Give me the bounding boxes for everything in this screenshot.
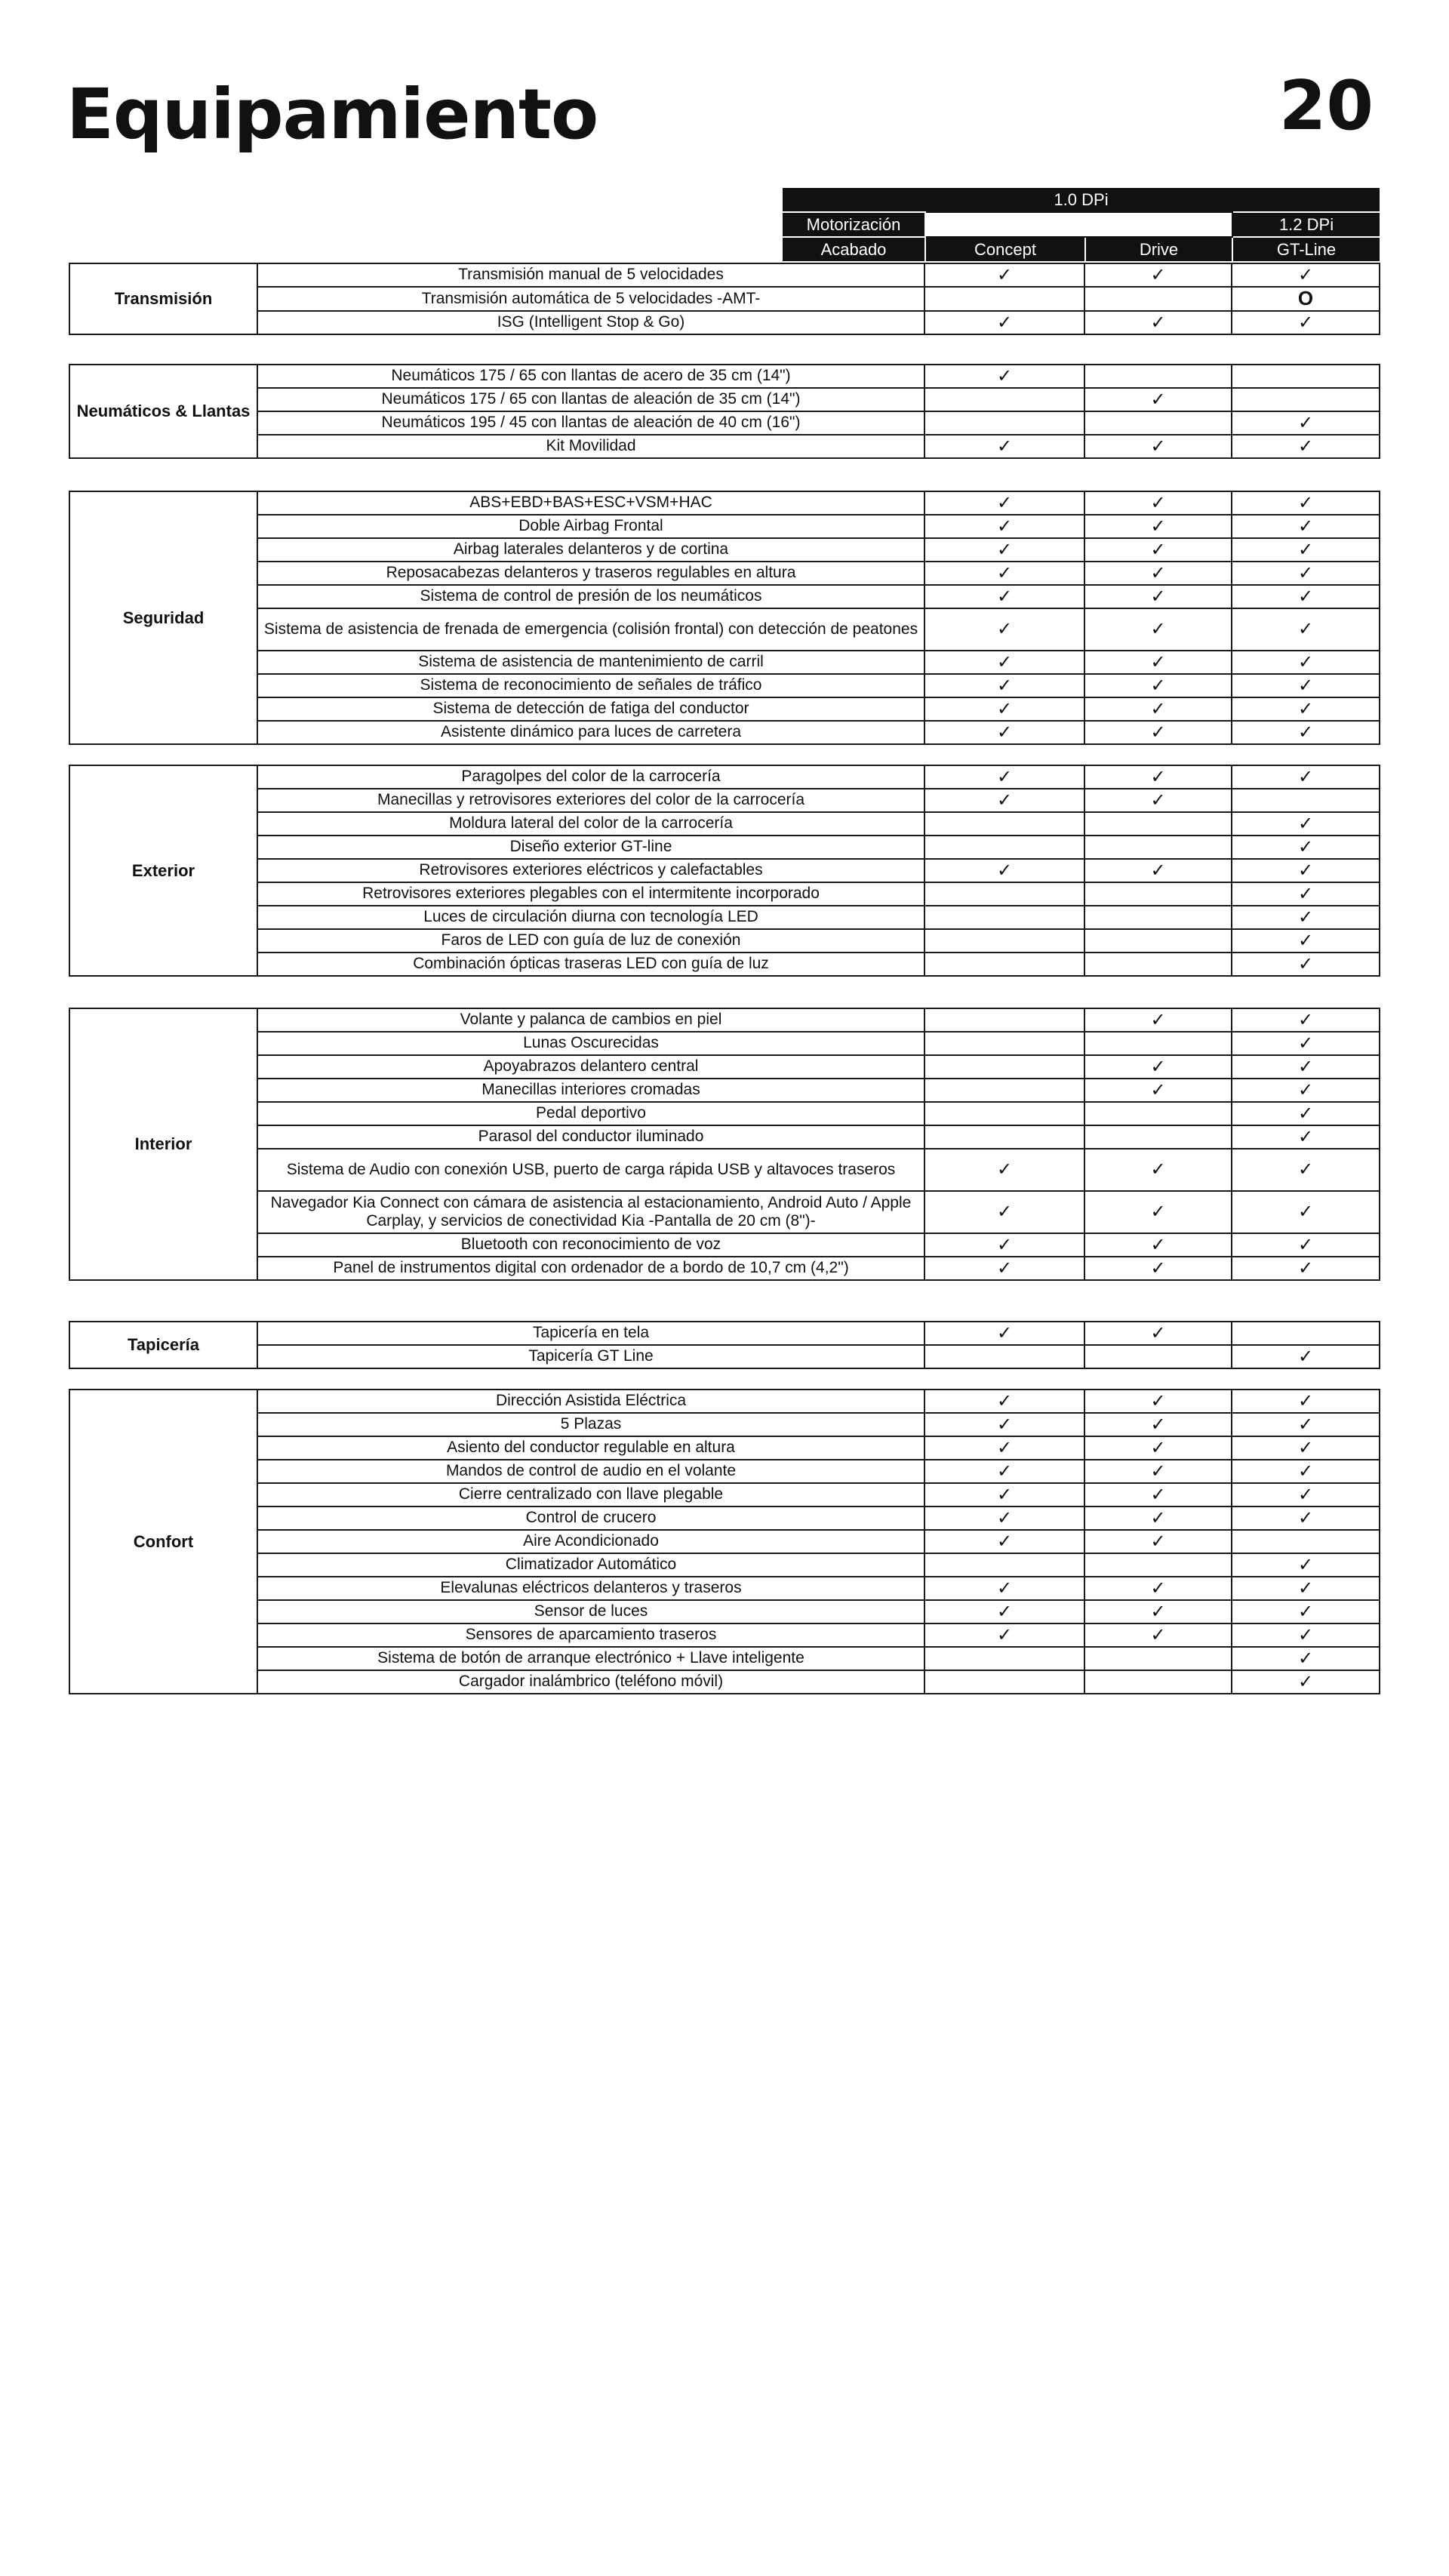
check-mark: ✓ xyxy=(924,491,1084,515)
check-mark: ✓ xyxy=(1084,789,1232,812)
check-mark: ✓ xyxy=(1232,651,1380,674)
check-mark: ✓ xyxy=(1232,411,1380,435)
table-row xyxy=(69,906,1380,929)
check-mark: ✓ xyxy=(1084,538,1232,562)
empty-cell xyxy=(1232,365,1380,388)
check-mark: ✓ xyxy=(924,1191,1084,1233)
table-row xyxy=(69,812,1380,836)
empty-cell xyxy=(1084,882,1232,906)
check-mark: ✓ xyxy=(1232,515,1380,538)
check-mark: ✓ xyxy=(924,562,1084,585)
feature-name: Sistema de control de presión de los neumáticos xyxy=(257,585,924,608)
check-mark: ✓ xyxy=(924,435,1084,458)
check-mark: ✓ xyxy=(924,1436,1084,1460)
section-category: Confort xyxy=(69,1390,257,1694)
optional-mark: O xyxy=(1232,287,1380,311)
table-row xyxy=(69,882,1380,906)
table-row xyxy=(69,1102,1380,1125)
check-mark: ✓ xyxy=(1232,1670,1380,1694)
table-row xyxy=(69,1191,1380,1233)
check-mark: ✓ xyxy=(1084,1623,1232,1647)
section-category: Tapicería xyxy=(69,1322,257,1368)
feature-name: Navegador Kia Connect con cámara de asistencia al estacionamiento, Android Auto / Apple Carplay, y servicios de conectividad Kia -Pantalla de 20 cm (8")- xyxy=(257,1191,924,1233)
empty-cell xyxy=(1232,789,1380,812)
feature-name: Pedal deportivo xyxy=(257,1102,924,1125)
empty-cell xyxy=(1084,1032,1232,1055)
check-mark: ✓ xyxy=(1232,882,1380,906)
trim-header-concept: Concept xyxy=(925,237,1085,262)
section-category: Interior xyxy=(69,1008,257,1280)
check-mark: ✓ xyxy=(1232,1577,1380,1600)
check-mark: ✓ xyxy=(924,585,1084,608)
table-row xyxy=(69,1530,1380,1553)
check-mark: ✓ xyxy=(1084,388,1232,411)
table-row xyxy=(69,1055,1380,1079)
feature-name: Sistema de asistencia de mantenimiento de carril xyxy=(257,651,924,674)
empty-cell xyxy=(1084,411,1232,435)
check-mark: ✓ xyxy=(924,608,1084,651)
check-mark: ✓ xyxy=(1084,1008,1232,1032)
empty-cell xyxy=(1084,1125,1232,1149)
table-row xyxy=(69,1322,1380,1345)
table-row xyxy=(69,1600,1380,1623)
check-mark: ✓ xyxy=(1232,953,1380,976)
check-mark: ✓ xyxy=(1232,1600,1380,1623)
empty-cell xyxy=(924,1553,1084,1577)
table-row xyxy=(69,435,1380,458)
check-mark: ✓ xyxy=(1084,1436,1232,1460)
check-mark: ✓ xyxy=(1232,1647,1380,1670)
check-mark: ✓ xyxy=(924,1413,1084,1436)
check-mark: ✓ xyxy=(1232,1055,1380,1079)
empty-cell xyxy=(924,1079,1084,1102)
empty-cell xyxy=(924,1102,1084,1125)
feature-name: Doble Airbag Frontal xyxy=(257,515,924,538)
check-mark: ✓ xyxy=(1084,1413,1232,1436)
feature-name: Tapicería en tela xyxy=(257,1322,924,1345)
empty-cell xyxy=(924,1670,1084,1694)
table-row xyxy=(69,1149,1380,1191)
feature-name: Moldura lateral del color de la carrocería xyxy=(257,812,924,836)
check-mark: ✓ xyxy=(1232,1008,1380,1032)
feature-name: Bluetooth con reconocimiento de voz xyxy=(257,1233,924,1257)
column-header xyxy=(781,186,1381,263)
feature-name: Sistema de reconocimiento de señales de tráfico xyxy=(257,674,924,697)
check-mark: ✓ xyxy=(924,1623,1084,1647)
feature-name: Neumáticos 175 / 65 con llantas de acero de 35 cm (14") xyxy=(257,365,924,388)
feature-name: Elevalunas eléctricos delanteros y traseros xyxy=(257,1577,924,1600)
check-mark: ✓ xyxy=(1084,1079,1232,1102)
empty-cell xyxy=(924,1055,1084,1079)
check-mark: ✓ xyxy=(924,1483,1084,1507)
check-mark: ✓ xyxy=(1232,765,1380,789)
feature-name: Lunas Oscurecidas xyxy=(257,1032,924,1055)
feature-name: Retrovisores exteriores plegables con el intermitente incorporado xyxy=(257,882,924,906)
table-row xyxy=(69,1413,1380,1436)
feature-name: Airbag laterales delanteros y de cortina xyxy=(257,538,924,562)
table-row xyxy=(69,1233,1380,1257)
check-mark: ✓ xyxy=(924,721,1084,744)
check-mark: ✓ xyxy=(1084,721,1232,744)
check-mark: ✓ xyxy=(1084,765,1232,789)
empty-cell xyxy=(924,1345,1084,1368)
feature-name: Sistema de detección de fatiga del conductor xyxy=(257,697,924,721)
check-mark: ✓ xyxy=(1232,585,1380,608)
table-row xyxy=(69,562,1380,585)
check-mark: ✓ xyxy=(1232,812,1380,836)
check-mark: ✓ xyxy=(1084,697,1232,721)
feature-name: Dirección Asistida Eléctrica xyxy=(257,1390,924,1413)
table-row xyxy=(69,1483,1380,1507)
check-mark: ✓ xyxy=(924,697,1084,721)
feature-name: Faros de LED con guía de luz de conexión xyxy=(257,929,924,953)
table-row xyxy=(69,1032,1380,1055)
check-mark: ✓ xyxy=(1232,1553,1380,1577)
empty-cell xyxy=(924,1125,1084,1149)
feature-name: Panel de instrumentos digital con ordenador de a bordo de 10,7 cm (4,2") xyxy=(257,1257,924,1280)
check-mark: ✓ xyxy=(1232,906,1380,929)
check-mark: ✓ xyxy=(1084,1191,1232,1233)
check-mark: ✓ xyxy=(1232,1460,1380,1483)
check-mark: ✓ xyxy=(1084,311,1232,334)
check-mark: ✓ xyxy=(1084,1507,1232,1530)
feature-name: Retrovisores exteriores eléctricos y calefactables xyxy=(257,859,924,882)
engine-gtline-header: 1.2 DPi xyxy=(1232,212,1380,237)
empty-cell xyxy=(1084,1102,1232,1125)
check-mark: ✓ xyxy=(924,1460,1084,1483)
feature-name: Sistema de asistencia de frenada de emergencia (colisión frontal) con detección de peatones xyxy=(257,608,924,651)
check-mark: ✓ xyxy=(1232,674,1380,697)
feature-name: Sistema de Audio con conexión USB, puerto de carga rápida USB y altavoces traseros xyxy=(257,1149,924,1191)
check-mark: ✓ xyxy=(924,1507,1084,1530)
check-mark: ✓ xyxy=(1232,1257,1380,1280)
table-row xyxy=(69,929,1380,953)
feature-name: Cierre centralizado con llave plegable xyxy=(257,1483,924,1507)
empty-cell xyxy=(1084,1553,1232,1577)
empty-cell xyxy=(1084,287,1232,311)
trim-header-drive: Drive xyxy=(1085,237,1232,262)
trim-header-gtline: GT-Line xyxy=(1232,237,1380,262)
check-mark: ✓ xyxy=(1084,1149,1232,1191)
check-mark: ✓ xyxy=(924,789,1084,812)
table-row xyxy=(69,515,1380,538)
empty-cell xyxy=(1084,1345,1232,1368)
check-mark: ✓ xyxy=(1232,311,1380,334)
check-mark: ✓ xyxy=(1232,929,1380,953)
check-mark: ✓ xyxy=(1084,515,1232,538)
check-mark: ✓ xyxy=(1232,1125,1380,1149)
empty-cell xyxy=(1084,953,1232,976)
empty-cell xyxy=(924,812,1084,836)
table-row xyxy=(69,263,1380,287)
check-mark: ✓ xyxy=(924,515,1084,538)
table-row xyxy=(69,388,1380,411)
table-row xyxy=(69,789,1380,812)
table-row xyxy=(69,1577,1380,1600)
table-row xyxy=(69,674,1380,697)
check-mark: ✓ xyxy=(1232,721,1380,744)
check-mark: ✓ xyxy=(1084,1460,1232,1483)
feature-name: Neumáticos 195 / 45 con llantas de aleación de 40 cm (16") xyxy=(257,411,924,435)
page-number: 20 xyxy=(1278,66,1374,146)
empty-cell xyxy=(1084,906,1232,929)
table-row xyxy=(69,287,1380,311)
check-mark: ✓ xyxy=(1084,585,1232,608)
empty-cell xyxy=(924,1032,1084,1055)
check-mark: ✓ xyxy=(924,538,1084,562)
section-table-5 xyxy=(69,1321,1380,1369)
feature-name: Paragolpes del color de la carrocería xyxy=(257,765,924,789)
table-row xyxy=(69,365,1380,388)
check-mark: ✓ xyxy=(1232,263,1380,287)
check-mark: ✓ xyxy=(1084,1257,1232,1280)
check-mark: ✓ xyxy=(1232,562,1380,585)
check-mark: ✓ xyxy=(1232,697,1380,721)
check-mark: ✓ xyxy=(924,1390,1084,1413)
table-row xyxy=(69,1390,1380,1413)
empty-cell xyxy=(1084,929,1232,953)
check-mark: ✓ xyxy=(1232,836,1380,859)
feature-name: Aire Acondicionado xyxy=(257,1530,924,1553)
empty-cell xyxy=(924,953,1084,976)
section-table-0 xyxy=(69,263,1380,335)
feature-name: Sensores de aparcamiento traseros xyxy=(257,1623,924,1647)
empty-cell xyxy=(1084,812,1232,836)
empty-cell xyxy=(1232,1530,1380,1553)
check-mark: ✓ xyxy=(1084,674,1232,697)
check-mark: ✓ xyxy=(1232,859,1380,882)
feature-name: Transmisión manual de 5 velocidades xyxy=(257,263,924,287)
feature-name: Asiento del conductor regulable en altura xyxy=(257,1436,924,1460)
check-mark: ✓ xyxy=(1232,435,1380,458)
section-table-1 xyxy=(69,364,1380,459)
table-row xyxy=(69,1460,1380,1483)
empty-cell xyxy=(924,1647,1084,1670)
feature-name: Control de crucero xyxy=(257,1507,924,1530)
feature-name: Climatizador Automático xyxy=(257,1553,924,1577)
table-row xyxy=(69,1507,1380,1530)
feature-name: Apoyabrazos delantero central xyxy=(257,1055,924,1079)
check-mark: ✓ xyxy=(1084,435,1232,458)
feature-name: ABS+EBD+BAS+ESC+VSM+HAC xyxy=(257,491,924,515)
check-mark: ✓ xyxy=(1232,1079,1380,1102)
empty-cell xyxy=(1084,365,1232,388)
check-mark: ✓ xyxy=(924,1600,1084,1623)
table-row xyxy=(69,585,1380,608)
section-table-3 xyxy=(69,765,1380,977)
section-category: Transmisión xyxy=(69,263,257,334)
check-mark: ✓ xyxy=(924,1257,1084,1280)
feature-name: Manecillas interiores cromadas xyxy=(257,1079,924,1102)
table-row xyxy=(69,953,1380,976)
feature-name: Mandos de control de audio en el volante xyxy=(257,1460,924,1483)
table-row xyxy=(69,311,1380,334)
check-mark: ✓ xyxy=(1084,263,1232,287)
table-row xyxy=(69,1345,1380,1368)
check-mark: ✓ xyxy=(924,1530,1084,1553)
check-mark: ✓ xyxy=(1084,1390,1232,1413)
check-mark: ✓ xyxy=(1084,1483,1232,1507)
table-row xyxy=(69,1436,1380,1460)
feature-name: Sistema de botón de arranque electrónico + Llave inteligente xyxy=(257,1647,924,1670)
acabado-label: Acabado xyxy=(782,237,925,262)
motorizacion-label: Motorización xyxy=(782,212,925,237)
table-row xyxy=(69,1008,1380,1032)
empty-cell xyxy=(1232,388,1380,411)
feature-name: Diseño exterior GT-line xyxy=(257,836,924,859)
check-mark: ✓ xyxy=(1232,1102,1380,1125)
check-mark: ✓ xyxy=(924,1149,1084,1191)
table-row xyxy=(69,721,1380,744)
feature-name: Parasol del conductor iluminado xyxy=(257,1125,924,1149)
table-row xyxy=(69,651,1380,674)
table-row xyxy=(69,1670,1380,1694)
table-row xyxy=(69,765,1380,789)
check-mark: ✓ xyxy=(1232,1390,1380,1413)
check-mark: ✓ xyxy=(1232,1507,1380,1530)
table-row xyxy=(69,1647,1380,1670)
table-row xyxy=(69,1079,1380,1102)
feature-name: 5 Plazas xyxy=(257,1413,924,1436)
check-mark: ✓ xyxy=(1232,1436,1380,1460)
check-mark: ✓ xyxy=(924,1322,1084,1345)
feature-name: Combinación ópticas traseras LED con guía de luz xyxy=(257,953,924,976)
check-mark: ✓ xyxy=(1084,651,1232,674)
feature-name: Luces de circulación diurna con tecnología LED xyxy=(257,906,924,929)
feature-name: ISG (Intelligent Stop & Go) xyxy=(257,311,924,334)
feature-name: Asistente dinámico para luces de carretera xyxy=(257,721,924,744)
feature-name: Volante y palanca de cambios en piel xyxy=(257,1008,924,1032)
section-table-4 xyxy=(69,1008,1380,1281)
check-mark: ✓ xyxy=(1084,491,1232,515)
check-mark: ✓ xyxy=(1084,1322,1232,1345)
empty-cell xyxy=(924,1008,1084,1032)
feature-name: Neumáticos 175 / 65 con llantas de aleación de 35 cm (14") xyxy=(257,388,924,411)
check-mark: ✓ xyxy=(1232,1149,1380,1191)
check-mark: ✓ xyxy=(924,651,1084,674)
empty-cell xyxy=(924,388,1084,411)
empty-cell xyxy=(1084,1647,1232,1670)
table-row xyxy=(69,859,1380,882)
check-mark: ✓ xyxy=(924,859,1084,882)
feature-name: Cargador inalámbrico (teléfono móvil) xyxy=(257,1670,924,1694)
check-mark: ✓ xyxy=(1084,1577,1232,1600)
table-row xyxy=(69,411,1380,435)
feature-name: Tapicería GT Line xyxy=(257,1345,924,1368)
table-row xyxy=(69,1623,1380,1647)
check-mark: ✓ xyxy=(924,311,1084,334)
section-category: Seguridad xyxy=(69,491,257,744)
empty-cell xyxy=(924,836,1084,859)
check-mark: ✓ xyxy=(924,263,1084,287)
table-row xyxy=(69,538,1380,562)
check-mark: ✓ xyxy=(924,1577,1084,1600)
table-row xyxy=(69,1257,1380,1280)
table-row xyxy=(69,608,1380,651)
check-mark: ✓ xyxy=(924,765,1084,789)
table-row xyxy=(69,836,1380,859)
table-row xyxy=(69,697,1380,721)
check-mark: ✓ xyxy=(1232,1032,1380,1055)
check-mark: ✓ xyxy=(1232,1483,1380,1507)
feature-name: Manecillas y retrovisores exteriores del color de la carrocería xyxy=(257,789,924,812)
motorizacion-blank xyxy=(925,212,1232,237)
feature-name: Kit Movilidad xyxy=(257,435,924,458)
empty-cell xyxy=(1232,1322,1380,1345)
check-mark: ✓ xyxy=(1084,608,1232,651)
empty-cell xyxy=(924,287,1084,311)
table-row xyxy=(69,1553,1380,1577)
check-mark: ✓ xyxy=(1084,1530,1232,1553)
check-mark: ✓ xyxy=(924,1233,1084,1257)
check-mark: ✓ xyxy=(1232,538,1380,562)
empty-cell xyxy=(924,906,1084,929)
engine-group-header: 1.0 DPi xyxy=(782,187,1380,212)
check-mark: ✓ xyxy=(1084,1233,1232,1257)
check-mark: ✓ xyxy=(1232,491,1380,515)
feature-name: Transmisión automática de 5 velocidades -AMT- xyxy=(257,287,924,311)
section-table-2 xyxy=(69,491,1380,745)
empty-cell xyxy=(924,882,1084,906)
feature-name: Reposacabezas delanteros y traseros regulables en altura xyxy=(257,562,924,585)
page-title: Equipamiento xyxy=(66,74,598,155)
section-table-6 xyxy=(69,1389,1380,1694)
table-row xyxy=(69,491,1380,515)
check-mark: ✓ xyxy=(1084,562,1232,585)
check-mark: ✓ xyxy=(1232,1233,1380,1257)
table-row xyxy=(69,1125,1380,1149)
empty-cell xyxy=(924,411,1084,435)
empty-cell xyxy=(924,929,1084,953)
check-mark: ✓ xyxy=(924,674,1084,697)
empty-cell xyxy=(1084,836,1232,859)
check-mark: ✓ xyxy=(924,365,1084,388)
feature-name: Sensor de luces xyxy=(257,1600,924,1623)
check-mark: ✓ xyxy=(1232,1413,1380,1436)
check-mark: ✓ xyxy=(1084,859,1232,882)
check-mark: ✓ xyxy=(1232,1191,1380,1233)
check-mark: ✓ xyxy=(1084,1055,1232,1079)
section-category: Exterior xyxy=(69,765,257,976)
check-mark: ✓ xyxy=(1232,1345,1380,1368)
section-category: Neumáticos & Llantas xyxy=(69,365,257,458)
check-mark: ✓ xyxy=(1232,608,1380,651)
check-mark: ✓ xyxy=(1084,1600,1232,1623)
empty-cell xyxy=(1084,1670,1232,1694)
check-mark: ✓ xyxy=(1232,1623,1380,1647)
